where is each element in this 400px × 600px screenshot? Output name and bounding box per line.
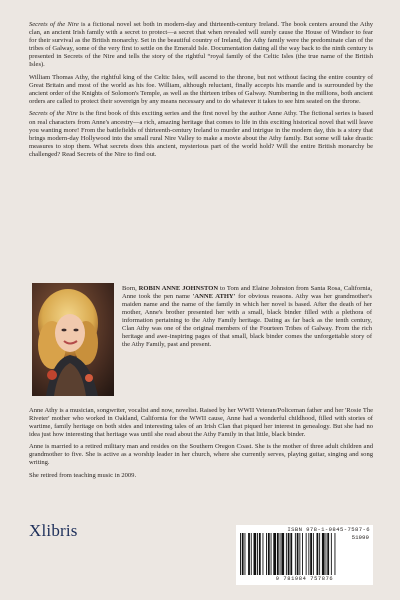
barcode-bars [240, 533, 338, 577]
author-name: ROBIN ANNE JOHNSTON [138, 285, 219, 292]
author-bio-intro [122, 285, 372, 349]
blurb-paragraph-1 [29, 21, 373, 69]
isbn-barcode [236, 525, 373, 585]
blurb-text: is the first book of this exciting series and the first novel by the author Anne Athy. The fictional series is based on real characters from Anne's ancestry—a rich, amazing heritage that comes to life in this exciting historical novel that will leave you wanting more! From the battlefields of thirteenth-century Ireland to murder and intrigue in the modern day, this is a story that brings modern-day Hollywood into the small rural Nire Valley to make a movie about the Athy family. But some will take drastic measures to stop them. What secrets does this ancient, mysterious part of the world hold? Will the entire British monarchy be challenged? Read Secrets of the Nire to find out. [29, 110, 373, 158]
price-code: 51999 [351, 534, 369, 541]
isbn-label: ISBN 978-1-9845-7587-6 [287, 526, 370, 533]
publisher-logo: Xlibris [29, 521, 78, 540]
book-blurb [29, 21, 373, 163]
bio-paragraph-3: Anne is married to a retired military man and resides on the Southern Oregon Coast. She is the mother of three adult children and grandmother to five. She is active as a worship leader in her church, where she currently serves, playing guitar, singing and song writing. [29, 443, 373, 467]
bio-text: for obvious reasons. Athy was her grandmother's maiden name and the name of the family in which her novel is based. After the death of her mother, Anne's brother presented her with a small, black binder filled with a plethora of information pertaining to the Athy Family heritage. Dating as far back as the tenth century, Clan Athy was one of the original members of the Fourteen Tribes of Galway. From the rich heritage and awe-inspiring pages of that small, black binder comes the unforgettable story of the Athy Family, past and present. [122, 293, 372, 349]
author-pen-name: 'ANNE ATHY' [192, 293, 236, 301]
ean-number: 9 781984 757876 [275, 576, 334, 582]
bio-paragraph-2: Anne Athy is a musician, songwriter, vocalist and now, novelist. Raised by her WWII Veteran/Policeman father and her 'Rosie The Riveter' mother who worked in Oakland, California for the WWII cause, Anne had a wonderful childhood, filled with stories of wartime, family heritage on both sides and interesting tales of an Irish Clan that piqued her interest in genealogy. But she had no idea just how interesting that heritage was until she read about the Athy Family in that little, black binder. [29, 407, 373, 439]
blurb-paragraph-2: William Thomas Athy, the rightful king of the Celtic Isles, will ascend to the throne, but not without facing the entire country of Great Britain and most of the world as his foe. William, although reluctant, finally accepts his mantle and is surrounded by the ancient order of the Knights of Solomon's Temple, as well as the thirteen tribes of Galway. Numbering in the millions, both ancient orders are called to protect their sovereign by any means necessary and to do whatever it takes to see him seated on the throne. [29, 73, 373, 105]
book-title: Secrets of the Nire [29, 21, 79, 28]
bio-paragraph-4: She retired from teaching music in 2009. [29, 471, 137, 479]
bio-paragraph-1 [122, 285, 372, 349]
bio-text: to Tom and Elaine Johnston from Santa Rosa, California, Anne took the pen name [122, 285, 373, 301]
blurb-paragraph-3 [29, 110, 373, 158]
blurb-text: is a fictional novel set both in modern-day and thirteenth-century Ireland. The book centers around the Athy clan, an ancient Irish family with a secret to protect—a secret that when revealed will surely cause the House of Windsor to fear for their survival as the British monarchy. Set in the beautiful country of Ireland, the Athy family were the predominate clan of the tribes of Galway, some of the very first to settle on the Emerald Isle. Documentation dating all the way back to the ninth century is presented in Secrets of the Nire and tells the story of the rightful “royal family of the Celtic Isles (the true name of the British Isles). [29, 21, 373, 69]
bio-text: Born, [122, 285, 139, 292]
author-bio-continued [29, 407, 373, 484]
author-portrait-image [32, 283, 114, 396]
book-title: Secrets of the Nire [29, 110, 78, 118]
author-photo [32, 283, 114, 396]
